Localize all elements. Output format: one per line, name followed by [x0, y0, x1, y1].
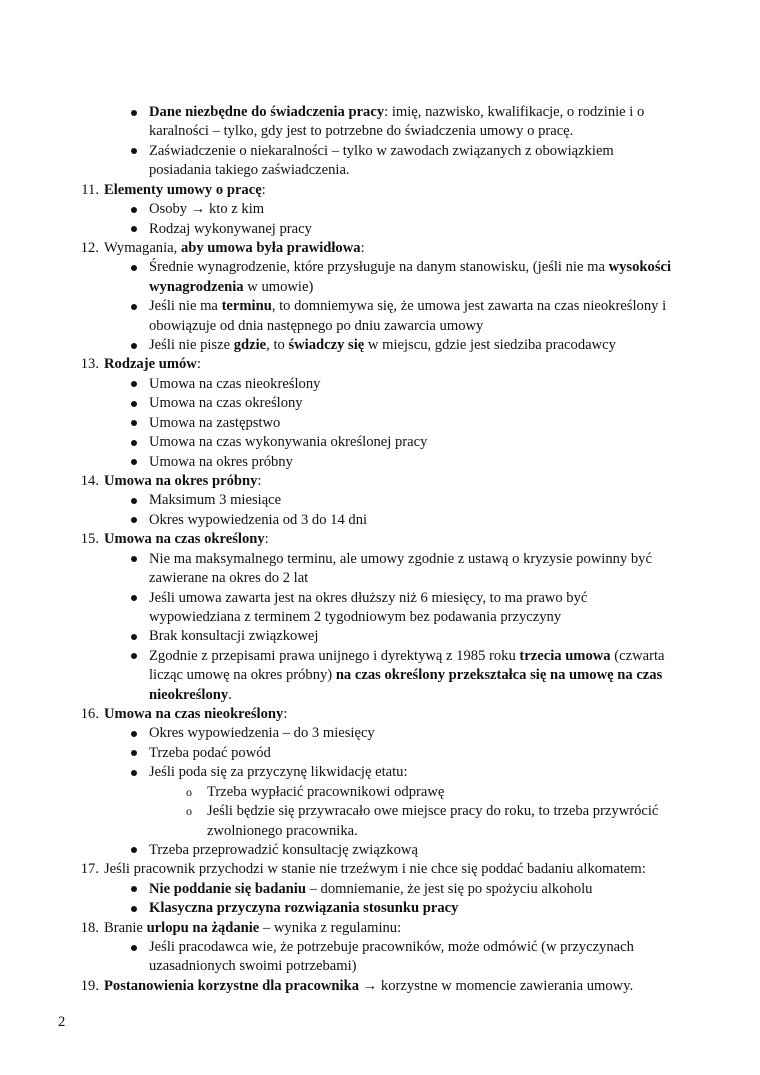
bold-text: urlopu na żądanie: [146, 919, 260, 936]
list-item-heading: [104, 860, 646, 879]
list-item-text: [149, 142, 614, 161]
list-item-text: [149, 122, 573, 141]
bullet-marker: [131, 207, 137, 213]
bullet-marker: [131, 381, 137, 387]
list-item-text: [149, 744, 271, 763]
text-segment: Umowa na czas nieokreślony: [149, 375, 321, 392]
bold-text: Umowa na czas określony: [104, 531, 265, 548]
list-item-text: [149, 880, 592, 899]
list-item-heading: [104, 355, 201, 374]
bold-text: Nie poddanie się badaniu: [149, 880, 306, 897]
text-segment: Jeśli pracownik przychodzi w stanie nie trzeźwym i nie chce się poddać badaniu alkomatem:: [104, 861, 646, 878]
list-item-text: [149, 957, 357, 976]
bold-text: wysokości: [608, 259, 672, 276]
list-item-text: [149, 414, 280, 433]
bold-text: aby umowa była prawidłowa: [180, 239, 361, 256]
list-item-heading: [104, 919, 401, 938]
text-segment: Okres wypowiedzenia od 3 do 14 dni: [149, 511, 368, 528]
bullet-marker: [131, 420, 137, 426]
list-item-text: [149, 608, 561, 627]
list-number: 15.: [80, 531, 99, 548]
bold-text: gdzie: [233, 337, 267, 354]
bold-text: Klasyczna przyczyna rozwiązania stosunku pracy: [149, 900, 459, 917]
text-segment: → korzystne w momencie zawierania umowy.: [359, 977, 634, 994]
list-item-text: [149, 569, 308, 588]
bullet-marker: [131, 595, 137, 601]
sub-bullet-marker: o: [186, 804, 192, 819]
bullet-marker: [131, 906, 137, 912]
bullet-marker: [131, 556, 137, 562]
bold-text: na czas określony przekształca się na umowę na czas: [335, 667, 663, 684]
text-segment: Umowa na okres próbny: [149, 453, 293, 470]
text-segment: Jeśli poda się za przyczynę likwidację etatu:: [149, 764, 408, 781]
bullet-marker: [131, 634, 137, 640]
text-segment: Jeśli pracodawca wie, że potrzebuje pracowników, może odmówić (w przyczynach: [149, 939, 634, 956]
bullet-marker: [131, 945, 137, 951]
list-number: 19.: [80, 977, 99, 994]
text-segment: Jeśli nie pisze: [149, 337, 234, 354]
list-item-text: [149, 491, 281, 510]
bullet-marker: [131, 653, 137, 659]
text-segment: Wymagania,: [104, 239, 181, 256]
list-item-text: [149, 453, 293, 472]
text-segment: Nie ma maksymalnego terminu, ale umowy zgodnie z ustawą o kryzysie powinny być: [149, 550, 652, 567]
list-item-text: [149, 899, 458, 918]
text-segment: obowiązuje od dnia następnego po dniu zawarcia umowy: [149, 317, 484, 334]
text-segment: Brak konsultacji związkowej: [149, 628, 319, 645]
text-segment: Jeśli będzie się przywracało owe miejsce pracy do roku, to trzeba przywrócić: [207, 803, 659, 820]
list-item-text: [149, 297, 666, 316]
bold-text: wynagrodzenia: [149, 278, 244, 295]
text-segment: : imię, nazwisko, kwalifikacje, o rodzinie i o: [384, 104, 645, 120]
bullet-marker: [131, 498, 137, 504]
list-item-text: [207, 802, 658, 821]
list-item-text: [149, 258, 671, 277]
bullet-marker: [131, 770, 137, 776]
list-item-text: [149, 200, 264, 219]
text-segment: :: [261, 181, 266, 198]
list-number: 18.: [80, 919, 99, 936]
list-item-text: [149, 433, 427, 452]
text-segment: Jeśli umowa zawarta jest na okres dłuższy niż 6 miesięcy, to ma prawo być: [149, 589, 588, 606]
bullet-marker: [131, 148, 137, 154]
list-number: 16.: [80, 706, 99, 723]
text-segment: w miejscu, gdzie jest siedziba pracodawcy: [364, 337, 616, 354]
bullet-marker: [131, 343, 137, 349]
list-item-text: [149, 103, 644, 122]
bold-text: świadczy się: [288, 337, 365, 354]
text-segment: zwolnionego pracownika.: [207, 822, 358, 839]
list-item-text: [149, 666, 662, 685]
list-number: 17.: [80, 861, 99, 878]
text-segment: Trzeba podać powód: [149, 744, 271, 761]
text-segment: posiadania takiego zaświadczenia.: [149, 162, 350, 179]
bullet-marker: [131, 304, 137, 310]
text-segment: w umowie): [243, 278, 314, 295]
bullet-marker: [131, 517, 137, 523]
bullet-marker: [131, 459, 137, 465]
list-number: 11.: [81, 181, 99, 198]
text-segment: licząc umowę na okres próbny): [149, 667, 336, 684]
list-item-text: [149, 550, 652, 569]
text-segment: :: [360, 239, 365, 256]
list-number: 14.: [80, 472, 99, 489]
text-segment: Maksimum 3 miesiące: [149, 492, 282, 509]
text-segment: Jeśli nie ma: [149, 298, 222, 315]
bold-text: Elementy umowy o pracę: [104, 181, 262, 198]
list-item-text: [149, 161, 350, 180]
text-segment: :: [264, 531, 269, 548]
list-number: 13.: [80, 356, 99, 373]
list-item-text: [149, 763, 408, 782]
sub-bullet-marker: o: [186, 784, 192, 799]
list-item-text: [149, 220, 312, 239]
list-item-text: [149, 627, 318, 646]
bullet-marker: [131, 401, 137, 407]
list-item-text: [149, 375, 320, 394]
bold-text: Dane niezbędne do świadczenia pracy: [149, 104, 385, 120]
text-segment: .: [228, 686, 232, 703]
list-item-text: [149, 589, 587, 608]
text-segment: Zaświadczenie o niekaralności – tylko w zawodach związanych z obowiązkiem: [149, 142, 614, 159]
list-item-text: [149, 647, 664, 666]
text-segment: Osoby → kto z kim: [149, 201, 265, 218]
text-segment: Umowa na czas określony: [149, 395, 303, 412]
text-segment: Zgodnie z przepisami prawa unijnego i dyrektywą z 1985 roku: [149, 647, 520, 664]
list-item-text: [149, 317, 483, 336]
text-segment: Średnie wynagrodzenie, które przysługuje na danym stanowisku, (jeśli nie ma: [149, 259, 609, 276]
bold-text: trzecia umowa: [519, 647, 611, 664]
list-number: 12.: [80, 239, 99, 256]
list-item-text: [149, 336, 616, 355]
text-segment: Rodzaj wykonywanej pracy: [149, 220, 312, 237]
text-segment: :: [283, 706, 288, 723]
list-item-text: [149, 686, 232, 705]
text-segment: :: [257, 472, 262, 489]
text-segment: , to: [266, 337, 289, 354]
text-segment: Umowa na zastępstwo: [149, 414, 281, 431]
bold-text: Rodzaje umów: [104, 356, 197, 373]
bold-text: Postanowienia korzystne dla pracownika: [104, 977, 359, 994]
bold-text: nieokreślony: [149, 686, 229, 703]
list-item-text: [149, 394, 303, 413]
bold-text: terminu: [221, 298, 272, 315]
list-item-text: [149, 841, 418, 860]
list-item-text: [207, 822, 358, 841]
list-item-text: [149, 511, 367, 530]
text-segment: karalności – tylko, gdy jest to potrzebne do świadczenia umowy o pracę.: [149, 123, 574, 140]
text-segment: wypowiedziana z terminem 2 tygodniowym bez podawania przyczyny: [149, 608, 562, 625]
bullet-marker: [131, 110, 137, 116]
text-segment: zawierane na okres do 2 lat: [149, 570, 309, 587]
list-item-heading: [104, 977, 633, 996]
text-segment: Trzeba wypłacić pracownikowi odprawę: [207, 783, 445, 800]
list-item-text: [149, 278, 313, 297]
list-item-text: [149, 938, 634, 957]
list-item-heading: [104, 705, 287, 724]
text-segment: Branie: [104, 919, 147, 936]
bullet-marker: [131, 440, 137, 446]
list-item-heading: [104, 239, 365, 258]
text-segment: , to domniemywa się, że umowa jest zawarta na czas nieokreślony i: [271, 298, 667, 315]
page-number: 2: [58, 1014, 66, 1030]
bullet-marker: [131, 731, 137, 737]
bullet-marker: [131, 750, 137, 756]
list-item-text: [149, 724, 375, 743]
text-segment: :: [196, 356, 201, 373]
text-segment: – wynika z regulaminu:: [259, 919, 402, 936]
text-segment: Okres wypowiedzenia – do 3 miesięcy: [149, 725, 375, 742]
text-segment: Trzeba przeprowadzić konsultację związkową: [149, 841, 418, 858]
text-segment: uzasadnionych swoimi potrzebami): [149, 958, 357, 975]
bold-text: Umowa na okres próbny: [104, 472, 258, 489]
list-item-heading: [104, 472, 261, 491]
text-segment: Umowa na czas wykonywania określonej pracy: [149, 434, 428, 451]
text-segment: (czwarta: [610, 647, 665, 664]
bullet-marker: [131, 226, 137, 232]
bold-text: Umowa na czas nieokreślony: [104, 706, 284, 723]
list-item-text: [207, 783, 444, 802]
bullet-marker: [131, 847, 137, 853]
list-item-heading: [104, 530, 269, 549]
text-segment: – domniemanie, że jest się po spożyciu alkoholu: [305, 880, 593, 897]
bullet-marker: [131, 265, 137, 271]
bullet-marker: [131, 886, 137, 892]
list-item-heading: [104, 181, 266, 200]
